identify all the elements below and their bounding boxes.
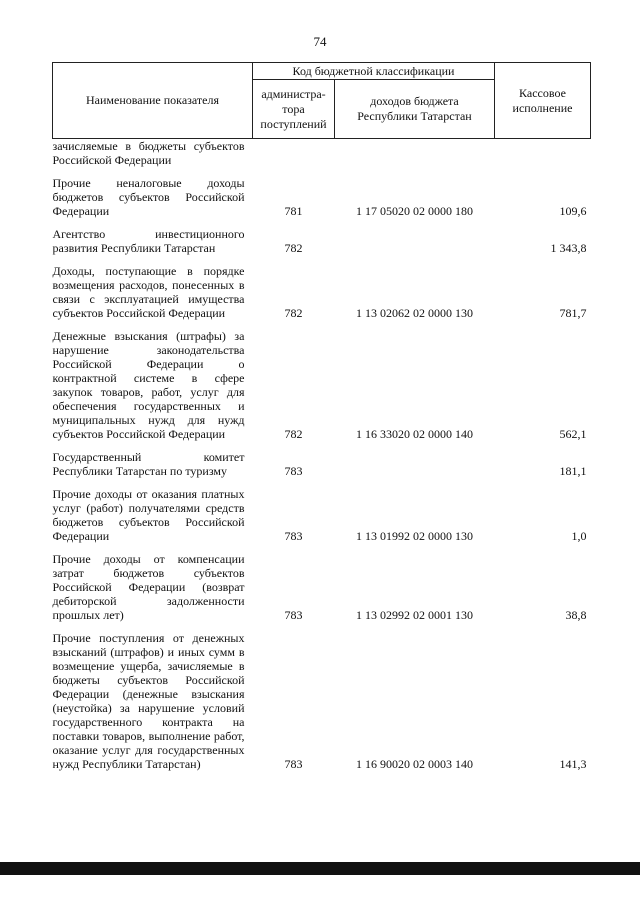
row-value: 181,1 [559, 464, 587, 478]
header-income: доходов бюджета Республики Татарстан [335, 80, 495, 139]
row-income-code: 1 17 05020 02 0000 180 [356, 204, 473, 218]
table-row [53, 450, 591, 478]
table-row [53, 264, 591, 320]
row-admin-code: 783 [284, 529, 303, 543]
row-admin-code: 783 [284, 757, 303, 771]
row-value: 38,8 [565, 608, 587, 622]
scan-bottom-bar [0, 862, 640, 875]
row-admin-code: 782 [284, 306, 303, 320]
row-income-code [335, 450, 495, 478]
row-name: Денежные взыскания (штрафы) за нарушение законодательства Российской Федерации о контрактной системе в сфере закупок товаров, работ, услуг для обеспечения государственных и муниципальных нужд для нужд субъектов Российской Федерации [52, 329, 245, 441]
row-income-code: 1 13 02062 02 0000 130 [356, 306, 473, 320]
row-value [495, 139, 591, 168]
budget-table [52, 62, 591, 771]
page-number: 74 [313, 34, 327, 49]
row-value: 781,7 [559, 306, 587, 320]
row-name: Доходы, поступающие в порядке возмещения расходов, понесенных в связи с эксплуатацией имущества субъектов Российской Федерации [52, 264, 245, 320]
table-row [53, 227, 591, 255]
row-admin-code: 783 [284, 464, 303, 478]
header-name: Наименование показателя [53, 63, 253, 139]
row-value: 562,1 [559, 427, 587, 441]
row-name: зачисляемые в бюджеты субъектов Российской Федерации [52, 139, 245, 167]
row-admin-code: 782 [284, 427, 303, 441]
row-name: Прочие доходы от компенсации затрат бюджетов субъектов Российской Федерации (возврат дебиторской задолженности прошлых лет) [52, 552, 245, 622]
table-row [53, 487, 591, 543]
header-admin: администра-тора поступлений [253, 80, 335, 139]
row-name: Государственный комитет Республики Татарстан по туризму [52, 450, 245, 478]
row-income-code [335, 139, 495, 168]
row-income-code: 1 13 01992 02 0000 130 [356, 529, 473, 543]
row-value: 1,0 [571, 529, 587, 543]
row-income-code: 1 16 33020 02 0000 140 [356, 427, 473, 441]
row-value: 109,6 [559, 204, 587, 218]
table-row [53, 139, 591, 168]
row-name: Прочие поступления от денежных взысканий (штрафов) и иных сумм в возмещение ущерба, зачисляемые в бюджеты субъектов Российской Федерации (денежные взыскания (неустойка) за нарушение условий государственного контракта на поставки товаров, выполнение работ, оказание услуг для государственных нужд Республики Татарстан) [52, 631, 245, 771]
row-name: Прочие неналоговые доходы бюджетов субъектов Российской Федерации [52, 176, 245, 218]
header-execution: Кассовое исполнение [495, 63, 591, 139]
row-name: Агентство инвестиционного развития Республики Татарстан [52, 227, 245, 255]
row-admin-code: 782 [284, 241, 303, 255]
row-name: Прочие доходы от оказания платных услуг (работ) получателями средств бюджетов субъектов Российской Федерации [52, 487, 245, 543]
row-admin-code [253, 139, 335, 168]
header-code-group: Код бюджетной классификации [253, 63, 495, 80]
table-row [53, 631, 591, 771]
row-value: 141,3 [559, 757, 587, 771]
row-income-code: 1 16 90020 02 0003 140 [356, 757, 473, 771]
row-admin-code: 781 [284, 204, 303, 218]
row-value: 1 343,8 [550, 241, 587, 255]
row-admin-code: 783 [284, 608, 303, 622]
table-row [53, 552, 591, 622]
table-row [53, 329, 591, 441]
row-income-code: 1 13 02992 02 0001 130 [356, 608, 473, 622]
row-income-code [335, 227, 495, 255]
table-row [53, 176, 591, 218]
